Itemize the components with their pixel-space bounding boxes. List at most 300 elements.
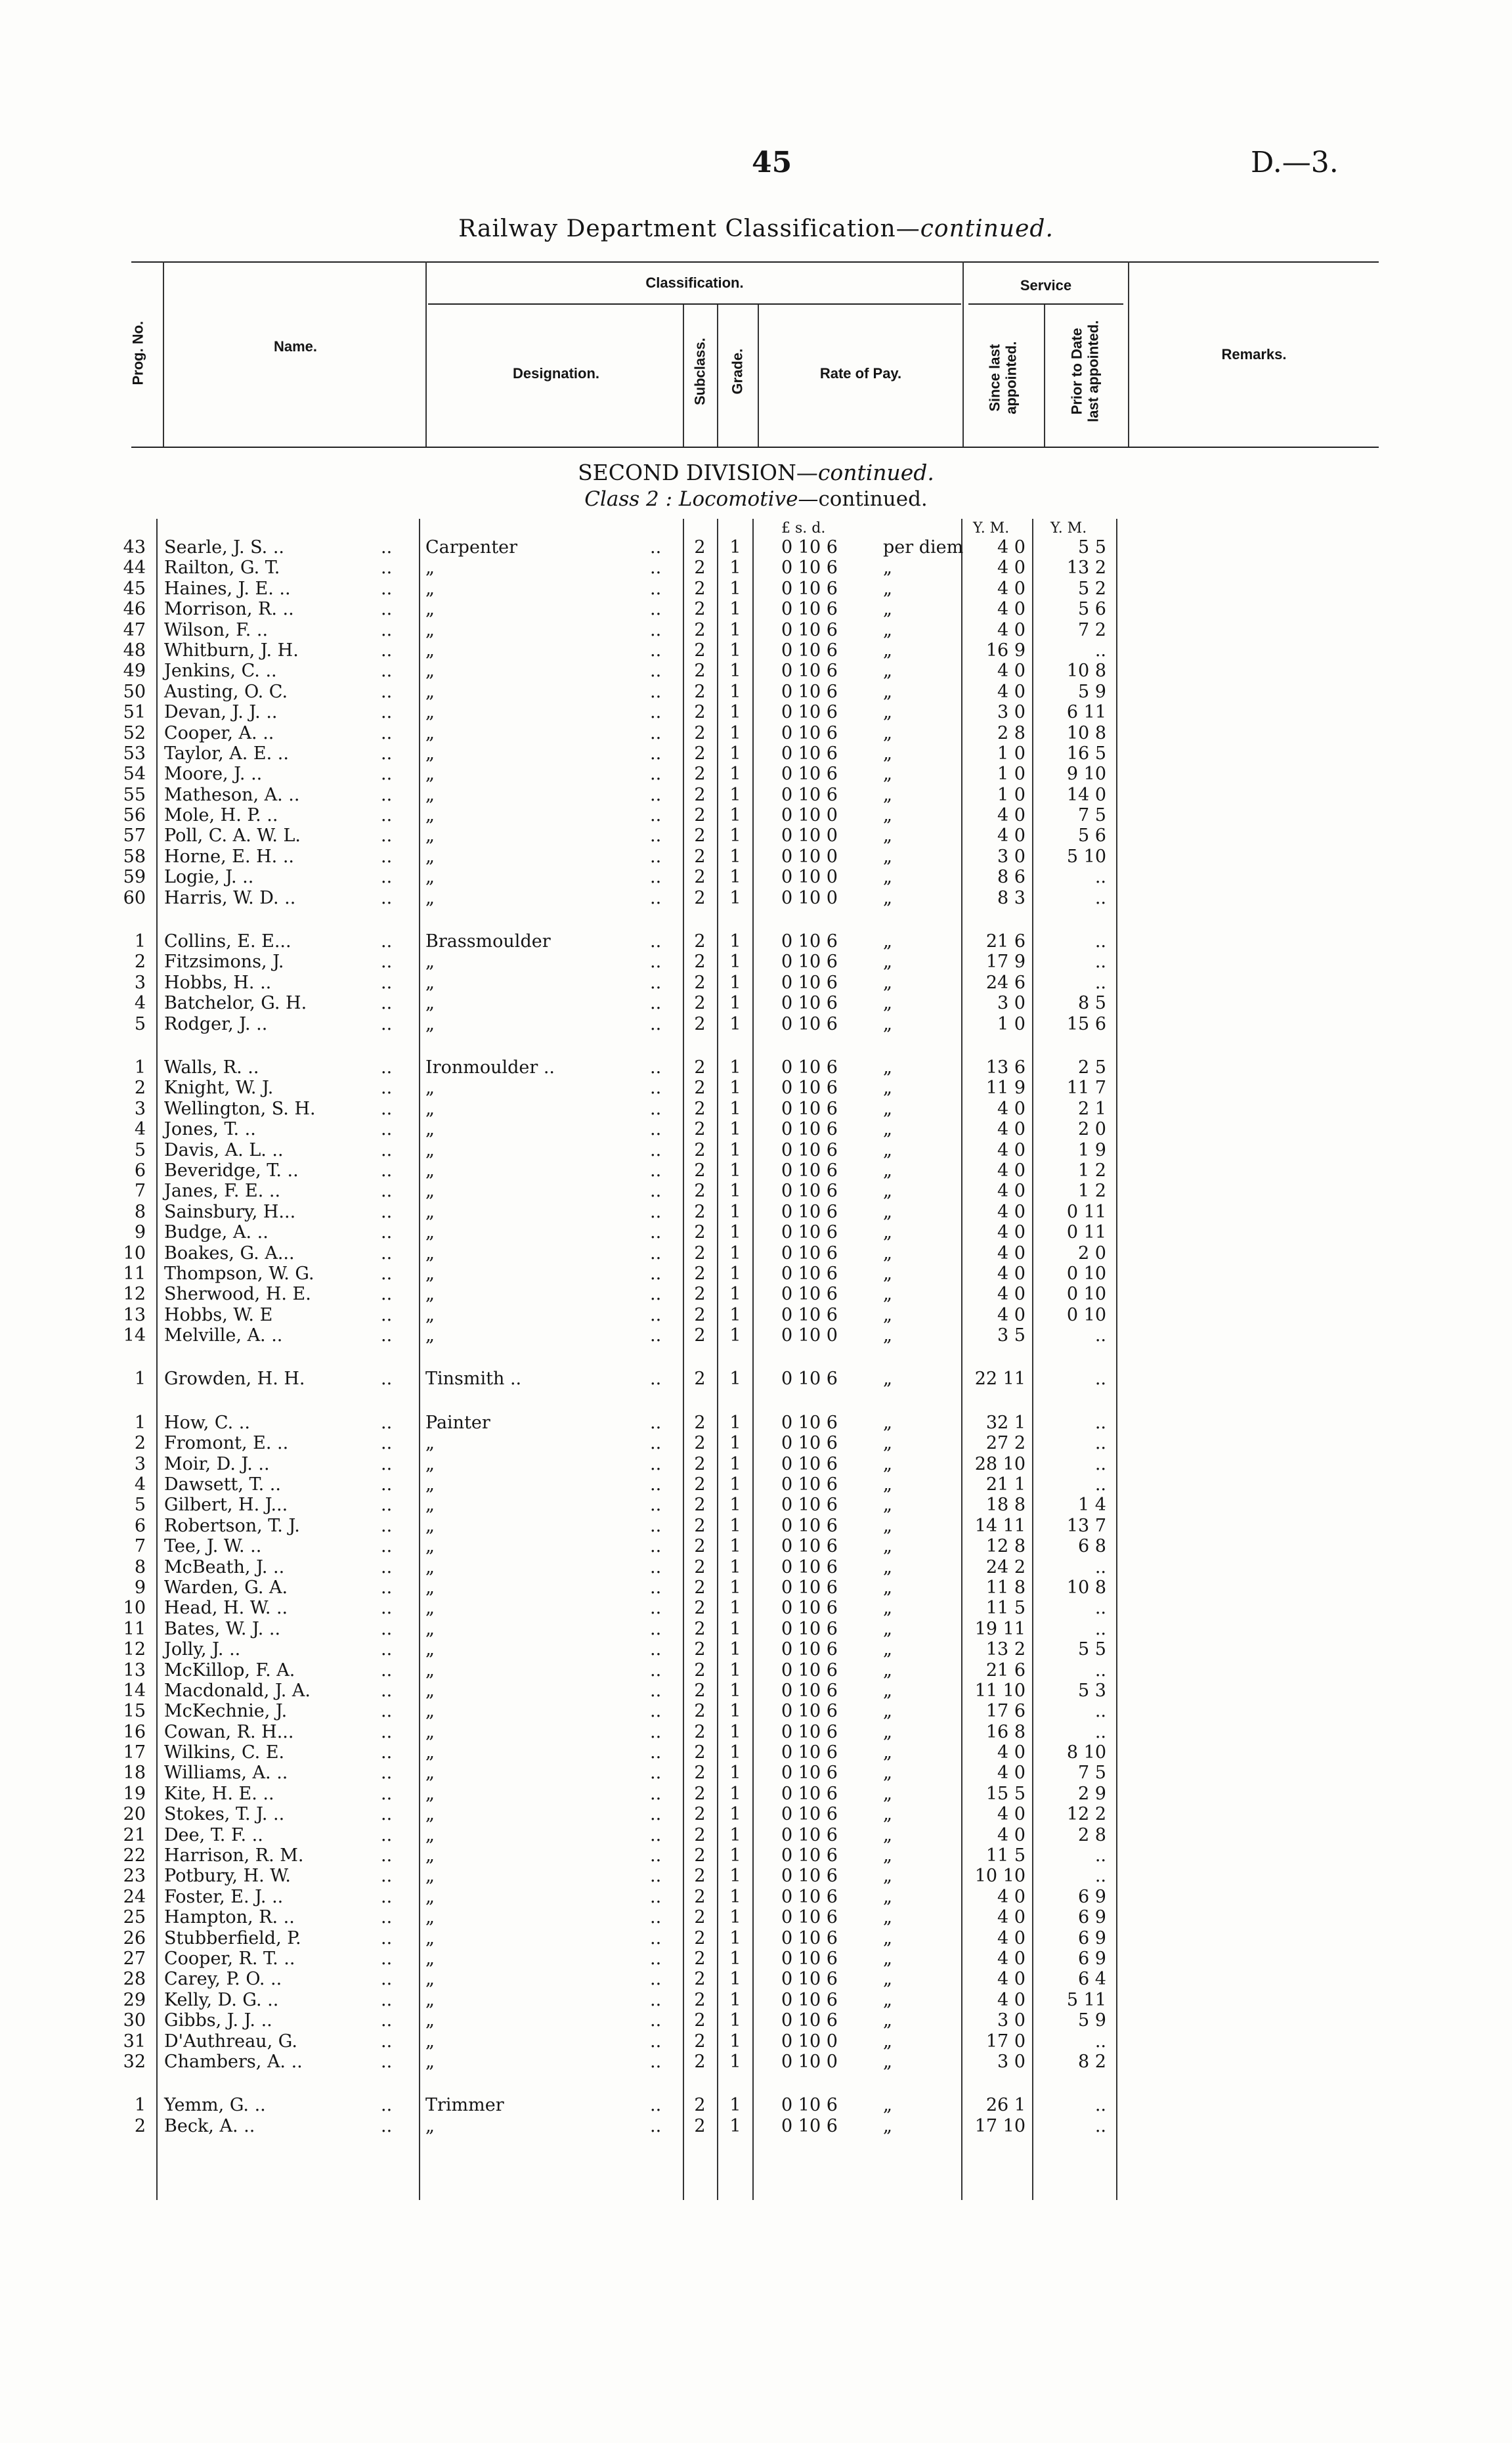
designation: „	[425, 1618, 435, 1639]
prog-number: 4	[134, 993, 146, 1014]
leader-dots: ..	[650, 1763, 662, 1784]
subclass: 2	[694, 1495, 706, 1516]
leader-dots: ..	[381, 1263, 393, 1284]
rate-period: „	[883, 1139, 892, 1160]
employee-name: Hampton, R. ..	[164, 1907, 295, 1928]
service-since-appointed: 27 2	[985, 1433, 1026, 1454]
employee-name: Growden, H. H.	[164, 1369, 305, 1390]
rate-of-pay: 0 10 6	[781, 1804, 838, 1825]
service-prior: 10 8	[1066, 722, 1106, 743]
designation: Painter	[425, 1412, 490, 1433]
rate-period: „	[883, 1222, 892, 1243]
rate-of-pay: 0 10 6	[781, 2010, 838, 2031]
service-since-appointed: 11 8	[985, 1577, 1026, 1598]
service-prior: 13 7	[1066, 1515, 1106, 1536]
rate-of-pay: 0 10 0	[781, 1325, 838, 1346]
leader-dots: ..	[381, 2051, 393, 2072]
service-since-appointed: 4 0	[997, 1201, 1026, 1222]
leader-dots: ..	[381, 702, 393, 723]
employee-name: Kelly, D. G. ..	[164, 1989, 279, 2010]
prog-number: 23	[123, 1866, 146, 1887]
division-title: SECOND DIVISION—	[578, 460, 818, 485]
leader-dots: ..	[381, 1304, 393, 1325]
grade: 1	[729, 619, 741, 640]
leader-dots: ..	[381, 1536, 393, 1557]
designation: „	[425, 1098, 435, 1119]
table-row	[0, 825, 1512, 846]
table-row	[0, 1474, 1512, 1495]
rate-period: „	[883, 1536, 892, 1557]
rate-of-pay: 0 10 6	[781, 1866, 838, 1887]
rate-period: „	[883, 2051, 892, 2072]
table-row	[0, 973, 1512, 993]
grade: 1	[729, 1201, 741, 1222]
rate-of-pay: 0 10 6	[781, 661, 838, 682]
leader-dots: ..	[650, 805, 662, 826]
designation: „	[425, 1845, 435, 1866]
division-continued: continued.	[817, 460, 934, 485]
service-prior: ..	[1094, 952, 1106, 973]
employee-name: Sherwood, H. E.	[164, 1284, 311, 1305]
leader-dots: ..	[381, 1433, 393, 1454]
service-prior: ..	[1094, 1618, 1106, 1639]
leader-dots: ..	[381, 1013, 393, 1034]
leader-dots: ..	[650, 1721, 662, 1742]
grade: 1	[729, 1742, 741, 1763]
leader-dots: ..	[381, 537, 393, 558]
prog-number: 2	[134, 2115, 146, 2136]
prog-number: 10	[123, 1598, 146, 1619]
rate-of-pay: 0 10 6	[781, 558, 838, 579]
leader-dots: ..	[381, 1515, 393, 1536]
service-since-appointed: 14 11	[974, 1515, 1026, 1536]
service-prior: ..	[1094, 1556, 1106, 1577]
service-since-appointed: 32 1	[985, 1412, 1026, 1433]
table-row	[0, 558, 1512, 578]
service-prior: 8 5	[1078, 993, 1106, 1014]
service-prior: 5 9	[1078, 681, 1106, 702]
rate-period: „	[883, 1804, 892, 1825]
leader-dots: ..	[650, 1742, 662, 1763]
designation: „	[425, 1556, 435, 1577]
rate-of-pay: 0 10 6	[781, 1536, 838, 1557]
leader-dots: ..	[650, 993, 662, 1014]
subclass: 2	[694, 537, 706, 558]
service-prior: 5 9	[1078, 2010, 1106, 2031]
header-since-last-appointed: Since last appointed.	[986, 341, 1020, 414]
prog-number: 1	[134, 1057, 146, 1078]
employee-name: Walls, R. ..	[164, 1057, 259, 1078]
leader-dots: ..	[381, 1618, 393, 1639]
designation: „	[425, 1453, 435, 1474]
service-prior: ..	[1094, 887, 1106, 908]
leader-dots: ..	[650, 599, 662, 620]
service-prior: 0 11	[1066, 1222, 1106, 1243]
rate-period: „	[883, 1989, 892, 2010]
designation: „	[425, 1680, 435, 1701]
service-prior: 7 2	[1078, 619, 1106, 640]
subclass: 2	[694, 1057, 706, 1078]
designation: „	[425, 2115, 435, 2136]
designation: „	[425, 1701, 435, 1722]
service-prior: 5 5	[1078, 1639, 1106, 1660]
prog-number: 5	[134, 1495, 146, 1516]
rate-of-pay: 0 10 0	[781, 867, 838, 888]
leader-dots: ..	[381, 764, 393, 785]
prog-number: 12	[123, 1639, 146, 1660]
designation: „	[425, 784, 435, 805]
leader-dots: ..	[650, 2010, 662, 2031]
leader-dots: ..	[650, 681, 662, 702]
leader-dots: ..	[650, 1969, 662, 1990]
prog-number: 1	[134, 1412, 146, 1433]
rate-period: „	[883, 1845, 892, 1866]
rate-of-pay: 0 10 6	[781, 931, 838, 952]
leader-dots: ..	[650, 1013, 662, 1034]
grade: 1	[729, 1536, 741, 1557]
prog-number: 45	[123, 578, 146, 599]
subclass: 2	[694, 1284, 706, 1305]
table-row	[0, 1014, 1512, 1034]
employee-name: Beveridge, T. ..	[164, 1160, 299, 1181]
subclass: 2	[694, 1433, 706, 1454]
table-row	[0, 1825, 1512, 1845]
service-since-appointed: 4 0	[997, 1304, 1026, 1325]
service-prior: 0 10	[1066, 1284, 1106, 1305]
subclass: 2	[694, 931, 706, 952]
grade: 1	[729, 1119, 741, 1140]
rate-of-pay: 0 10 6	[781, 619, 838, 640]
table-row	[0, 1660, 1512, 1681]
subclass: 2	[694, 1721, 706, 1742]
leader-dots: ..	[650, 1453, 662, 1474]
designation: „	[425, 1078, 435, 1099]
rate-of-pay: 0 10 6	[781, 1304, 838, 1325]
grade: 1	[729, 1181, 741, 1202]
rate-of-pay: 0 10 6	[781, 1433, 838, 1454]
subclass: 2	[694, 1556, 706, 1577]
table-top-rule	[131, 261, 1379, 263]
prog-number: 53	[123, 743, 146, 764]
table-row	[0, 952, 1512, 972]
service-prior: ..	[1094, 931, 1106, 952]
leader-dots: ..	[650, 2051, 662, 2072]
prog-number: 15	[123, 1701, 146, 1722]
subclass: 2	[694, 1181, 706, 1202]
prog-number: 48	[123, 640, 146, 661]
designation: Trimmer	[425, 2095, 504, 2116]
service-since-appointed: 21 6	[985, 1660, 1026, 1681]
grade: 1	[729, 1284, 741, 1305]
employee-name: Foster, E. J. ..	[164, 1886, 284, 1907]
designation: „	[425, 640, 435, 661]
leader-dots: ..	[381, 1763, 393, 1784]
service-prior: 2 0	[1078, 1119, 1106, 1140]
prog-number: 43	[123, 537, 146, 558]
grade: 1	[729, 1680, 741, 1701]
employee-name: Rodger, J. ..	[164, 1013, 268, 1034]
prog-number: 21	[123, 1824, 146, 1845]
table-row	[0, 805, 1512, 825]
leader-dots: ..	[650, 1515, 662, 1536]
rate-of-pay: 0 10 6	[781, 1201, 838, 1222]
grade: 1	[729, 1013, 741, 1034]
leader-dots: ..	[381, 1783, 393, 1804]
rate-period: „	[883, 805, 892, 826]
prog-number: 50	[123, 681, 146, 702]
leader-dots: ..	[381, 1284, 393, 1305]
header-bottom-rule	[131, 447, 1379, 448]
table-row	[0, 1222, 1512, 1243]
rate-period: „	[883, 1598, 892, 1619]
leader-dots: ..	[650, 972, 662, 993]
service-rule	[968, 303, 1123, 305]
grade: 1	[729, 784, 741, 805]
grade: 1	[729, 1098, 741, 1119]
designation: „	[425, 1181, 435, 1202]
subclass: 2	[694, 1742, 706, 1763]
service-prior: 8 10	[1066, 1742, 1106, 1763]
subclass: 2	[694, 722, 706, 743]
section-gap	[0, 1034, 1512, 1057]
service-since-appointed: 12 8	[985, 1536, 1026, 1557]
table-row	[0, 1454, 1512, 1474]
subclass: 2	[694, 1453, 706, 1474]
prog-number: 28	[123, 1969, 146, 1990]
leader-dots: ..	[650, 931, 662, 952]
prog-number: 13	[123, 1304, 146, 1325]
subclass: 2	[694, 1660, 706, 1681]
rate-of-pay: 0 10 6	[781, 952, 838, 973]
employee-name: Poll, C. A. W. L.	[164, 825, 301, 847]
rate-period: „	[883, 1412, 892, 1433]
designation: „	[425, 1721, 435, 1742]
leader-dots: ..	[381, 1886, 393, 1907]
service-since-appointed: 3 0	[997, 993, 1026, 1014]
service-prior: ..	[1094, 2095, 1106, 2116]
subclass: 2	[694, 1866, 706, 1887]
table-row	[0, 1598, 1512, 1618]
prog-number: 19	[123, 1783, 146, 1804]
employee-name: Boakes, G. A...	[164, 1243, 295, 1264]
service-prior: 2 1	[1078, 1098, 1106, 1119]
rate-of-pay: 0 10 6	[781, 578, 838, 599]
class-title: Class 2 : Locomotive	[584, 487, 798, 511]
header-service: Service	[1020, 277, 1072, 294]
designation: „	[425, 578, 435, 599]
service-prior: ..	[1094, 1325, 1106, 1346]
designation: „	[425, 1139, 435, 1160]
service-prior: 0 11	[1066, 1201, 1106, 1222]
rate-period: „	[883, 1098, 892, 1119]
service-since-appointed: 4 0	[997, 1969, 1026, 1990]
leader-dots: ..	[381, 1412, 393, 1433]
designation: „	[425, 1284, 435, 1305]
employee-name: Whitburn, J. H.	[164, 640, 299, 661]
rate-period: „	[883, 1160, 892, 1181]
table-row	[0, 1722, 1512, 1742]
leader-dots: ..	[381, 1453, 393, 1474]
grade: 1	[729, 578, 741, 599]
service-since-appointed: 4 0	[997, 1948, 1026, 1969]
subclass: 2	[694, 2115, 706, 2136]
leader-dots: ..	[381, 1201, 393, 1222]
leader-dots: ..	[650, 1927, 662, 1948]
money-units: £ s. d.	[781, 520, 826, 537]
service-since-appointed: 11 10	[974, 1680, 1026, 1701]
leader-dots: ..	[650, 1181, 662, 1202]
prog-number: 9	[134, 1577, 146, 1598]
leader-dots: ..	[650, 537, 662, 558]
service-since-appointed: 22 11	[974, 1369, 1026, 1390]
designation: „	[425, 1495, 435, 1516]
page-title	[0, 215, 1512, 242]
grade: 1	[729, 1412, 741, 1433]
designation: „	[425, 1243, 435, 1264]
grade: 1	[729, 743, 741, 764]
table-row	[0, 931, 1512, 952]
prog-number: 46	[123, 599, 146, 620]
prog-number: 8	[134, 1556, 146, 1577]
employee-name: Budge, A. ..	[164, 1222, 269, 1243]
table-row	[0, 1990, 1512, 2010]
rate-of-pay: 0 10 6	[781, 1119, 838, 1140]
prog-number: 47	[123, 619, 146, 640]
rate-of-pay: 0 10 6	[781, 1742, 838, 1763]
designation: „	[425, 1577, 435, 1598]
grade: 1	[729, 1804, 741, 1825]
grade: 1	[729, 702, 741, 723]
leader-dots: ..	[650, 784, 662, 805]
table-row	[0, 1742, 1512, 1763]
designation: „	[425, 1222, 435, 1243]
service-since-appointed: 4 0	[997, 1886, 1026, 1907]
employee-name: Fitzsimons, J.	[164, 952, 284, 973]
subclass: 2	[694, 1412, 706, 1433]
rate-period: „	[883, 1721, 892, 1742]
rate-of-pay: 0 10 6	[781, 1639, 838, 1660]
employee-name: How, C. ..	[164, 1412, 250, 1433]
prog-number: 7	[134, 1536, 146, 1557]
leader-dots: ..	[650, 640, 662, 661]
rate-period: „	[883, 1618, 892, 1639]
rate-of-pay: 0 10 6	[781, 1284, 838, 1305]
leader-dots: ..	[381, 558, 393, 579]
rate-period: „	[883, 1453, 892, 1474]
rate-period: „	[883, 1927, 892, 1948]
table-row	[0, 1305, 1512, 1325]
subclass: 2	[694, 1804, 706, 1825]
leader-dots: ..	[650, 1783, 662, 1804]
rate-of-pay: 0 10 6	[781, 1515, 838, 1536]
employee-name: Chambers, A. ..	[164, 2051, 303, 2072]
employee-name: Davis, A. L. ..	[164, 1139, 284, 1160]
employee-name: Horne, E. H. ..	[164, 846, 294, 867]
table-row	[0, 1264, 1512, 1284]
rate-period: „	[883, 1577, 892, 1598]
rate-of-pay: 0 10 6	[781, 1556, 838, 1577]
service-since-appointed: 3 0	[997, 2051, 1026, 2072]
prog-number: 6	[134, 1160, 146, 1181]
table-row	[0, 1495, 1512, 1515]
table-row	[0, 1887, 1512, 1907]
service-prior: 2 9	[1078, 1783, 1106, 1804]
designation: „	[425, 805, 435, 826]
leader-dots: ..	[381, 1824, 393, 1845]
service-prior: ..	[1094, 972, 1106, 993]
leader-dots: ..	[650, 1412, 662, 1433]
designation: Carpenter	[425, 537, 518, 558]
leader-dots: ..	[650, 2031, 662, 2052]
service-since-appointed: 19 11	[974, 1618, 1026, 1639]
service-prior: ..	[1094, 1866, 1106, 1887]
subclass: 2	[694, 1701, 706, 1722]
table-row	[0, 743, 1512, 764]
leader-dots: ..	[650, 743, 662, 764]
table-row	[0, 1763, 1512, 1783]
subclass: 2	[694, 599, 706, 620]
prog-number: 25	[123, 1907, 146, 1928]
designation: „	[425, 1598, 435, 1619]
prog-number: 60	[123, 887, 146, 908]
designation: „	[425, 1866, 435, 1887]
service-prior: 10 8	[1066, 661, 1106, 682]
grade: 1	[729, 972, 741, 993]
table-row	[0, 1948, 1512, 1969]
employee-name: Jolly, J. ..	[164, 1639, 241, 1660]
designation: „	[425, 681, 435, 702]
subclass: 2	[694, 1845, 706, 1866]
designation: „	[425, 1304, 435, 1325]
subclass: 2	[694, 1824, 706, 1845]
leader-dots: ..	[381, 1927, 393, 1948]
leader-dots: ..	[381, 1160, 393, 1181]
service-since-appointed: 4 0	[997, 558, 1026, 579]
prog-number: 11	[123, 1618, 146, 1639]
leader-dots: ..	[650, 1618, 662, 1639]
leader-dots: ..	[381, 619, 393, 640]
subclass: 2	[694, 702, 706, 723]
leader-dots: ..	[381, 931, 393, 952]
rate-of-pay: 0 10 6	[781, 1763, 838, 1784]
leader-dots: ..	[381, 1078, 393, 1099]
grade: 1	[729, 1907, 741, 1928]
prog-number: 16	[123, 1721, 146, 1742]
subclass: 2	[694, 952, 706, 973]
prog-number: 2	[134, 952, 146, 973]
service-since-appointed: 4 0	[997, 1824, 1026, 1845]
subclass: 2	[694, 1201, 706, 1222]
table-row	[0, 1557, 1512, 1577]
service-prior: ..	[1094, 1369, 1106, 1390]
table-row	[0, 2116, 1512, 2136]
employee-name: Batchelor, G. H.	[164, 993, 307, 1014]
table-row	[0, 1536, 1512, 1556]
employee-name: Kite, H. E. ..	[164, 1783, 274, 1804]
table-row	[0, 1845, 1512, 1866]
subclass: 2	[694, 1886, 706, 1907]
leader-dots: ..	[650, 1845, 662, 1866]
header-grade: Grade.	[729, 348, 746, 395]
leader-dots: ..	[650, 1201, 662, 1222]
rate-of-pay: 0 10 0	[781, 2031, 838, 2052]
table-row	[0, 993, 1512, 1013]
employee-name: Williams, A. ..	[164, 1763, 288, 1784]
rate-period: „	[883, 1763, 892, 1784]
rate-of-pay: 0 10 6	[781, 1139, 838, 1160]
leader-dots: ..	[650, 867, 662, 888]
prog-number: 30	[123, 2010, 146, 2031]
